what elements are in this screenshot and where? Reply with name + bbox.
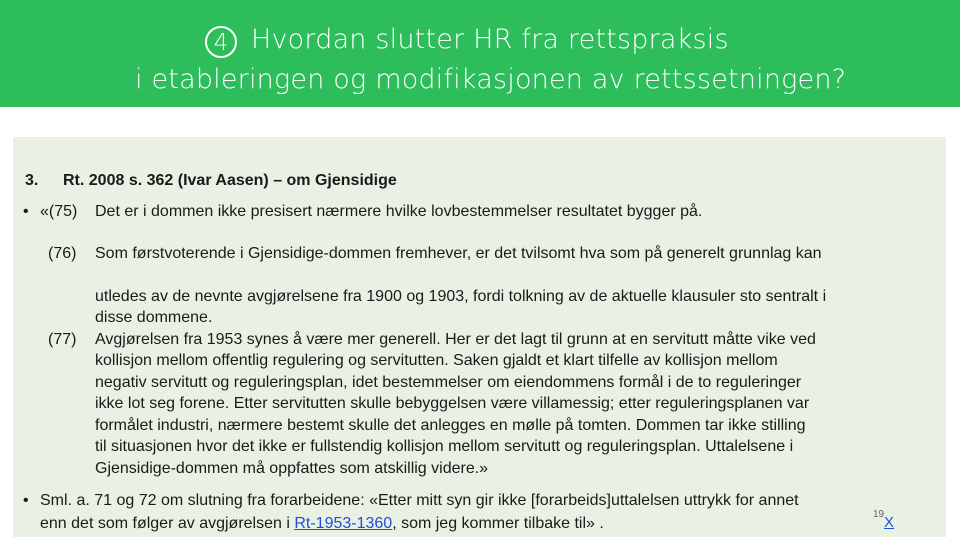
paragraph-76-line: disse dommene. bbox=[95, 309, 213, 326]
bullet-marker: • bbox=[23, 492, 29, 509]
section-number: 3. bbox=[25, 172, 39, 189]
title-line-1 bbox=[205, 24, 729, 58]
section-heading: Rt. 2008 s. 362 (Ivar Aasen) – om Gjensidige bbox=[63, 172, 397, 189]
paragraph-77-line: Gjensidige-dommen må oppfattes som atskillig videre.» bbox=[95, 460, 489, 477]
paragraph-77-line: Avgjørelsen fra 1953 synes å være mer generell. Her er det lagt til grunn at en servitutt måtte vike ved bbox=[95, 331, 816, 348]
bullet-2-text-post: , som jeg kommer tilbake til» . bbox=[392, 515, 604, 532]
paragraph-76-line: utledes av de nevnte avgjørelsene fra 1900 og 1903, fordi tolkning av de aktuelle klausuler sto sentralt i bbox=[95, 288, 827, 305]
paragraph-number-76: (76) bbox=[48, 245, 77, 262]
paragraph-77-line: negativ servitutt og reguleringsplan, idet bestemmelser om eiendommens formål i de to reguleringer bbox=[95, 374, 802, 391]
bullet-marker: • bbox=[23, 203, 29, 220]
paragraph-75: Det er i dommen ikke presisert nærmere hvilke lovbestemmelser resultatet bygger på. bbox=[95, 203, 703, 220]
title-banner bbox=[0, 0, 960, 107]
section-number-badge: 4 bbox=[205, 26, 237, 58]
bullet-2-line-1: Sml. a. 71 og 72 om slutning fra forarbeidene: «Etter mitt syn gir ikke [forarbeids]uttalelsen uttrykk for annet bbox=[40, 492, 799, 509]
paragraph-77-line: til situasjonen hvor det ikke er fullstendig kollisjon mellom servitutt og reguleringsplan. Uttalelsene i bbox=[95, 438, 794, 455]
paragraph-77-line: kollisjon mellom offentlig regulering og servitutten. Saken gjaldt et klart tilfelle av kollisjon mellom bbox=[95, 352, 778, 369]
bullet-2-line-2 bbox=[40, 513, 604, 534]
title-text-1: Hvordan slutter HR fra rettspraksis bbox=[251, 24, 729, 55]
case-reference-link[interactable]: Rt-1953-1360 bbox=[294, 515, 393, 532]
page-number: 19 bbox=[873, 509, 885, 520]
paragraph-76-line: Som førstvoterende i Gjensidige-dommen fremhever, er det tvilsomt hva som på generelt grunnlag kan bbox=[95, 245, 822, 262]
paragraph-number-75: «(75) bbox=[40, 203, 78, 220]
paragraph-77-line: formålet industri, nærmere bestemt skulle det anlegges en mølle på tomten. Dommen tar ikke stilling bbox=[95, 417, 806, 434]
bullet-2-text-pre: enn det som følger av avgjørelsen i bbox=[40, 515, 295, 532]
next-slide-link[interactable]: X bbox=[884, 514, 895, 531]
title-line-2: i etableringen og modifikasjonen av rettssetningen? bbox=[135, 64, 847, 95]
paragraph-number-77: (77) bbox=[48, 331, 77, 348]
paragraph-77-line: ikke lot seg forene. Etter servitutten skulle bebyggelsen være villamessig; etter reguleringsplanen var bbox=[95, 395, 810, 412]
